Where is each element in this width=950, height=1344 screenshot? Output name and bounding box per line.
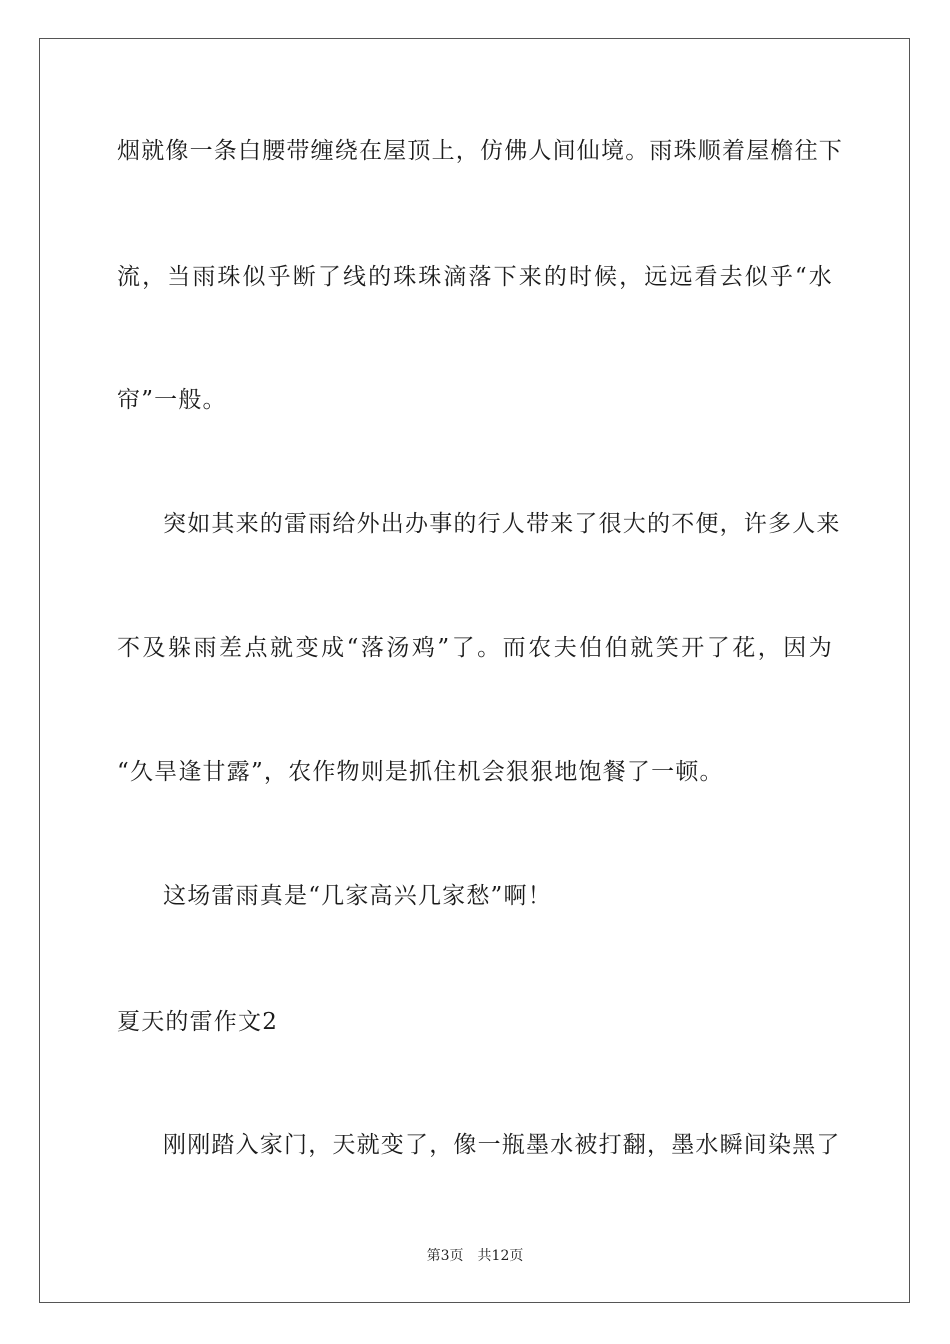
body-text-line: 流，当雨珠似乎断了线的珠珠滴落下来的时候，远远看去似乎“水 [117, 264, 833, 290]
page-total: 共12页 [477, 1248, 524, 1264]
page-number: 第3页 [426, 1248, 464, 1264]
body-text-line: 烟就像一条白腰带缠绕在屋顶上，仿佛人间仙境。雨珠顺着屋檐往下 [117, 138, 843, 164]
body-text-line: 突如其来的雷雨给外出办事的行人带来了很大的不便，许多人来 [163, 511, 841, 537]
body-text-line: 刚刚踏入家门，天就变了，像一瓶墨水被打翻，墨水瞬间染黑了 [163, 1132, 841, 1158]
page-footer [0, 1246, 950, 1266]
body-text-line: “久旱逢甘露”，农作物则是抓住机会狠狠地饱餐了一顿。 [117, 759, 724, 785]
body-text-line: 这场雷雨真是“几家高兴几家愁”啊！ [163, 883, 552, 909]
body-text-line: 帘”一般。 [117, 387, 227, 413]
page-border [39, 38, 910, 1303]
section-heading: 夏天的雷作文2 [117, 1009, 279, 1035]
body-text-line: 不及躲雨差点就变成“落汤鸡”了。而农夫伯伯就笑开了花，因为 [117, 635, 833, 661]
